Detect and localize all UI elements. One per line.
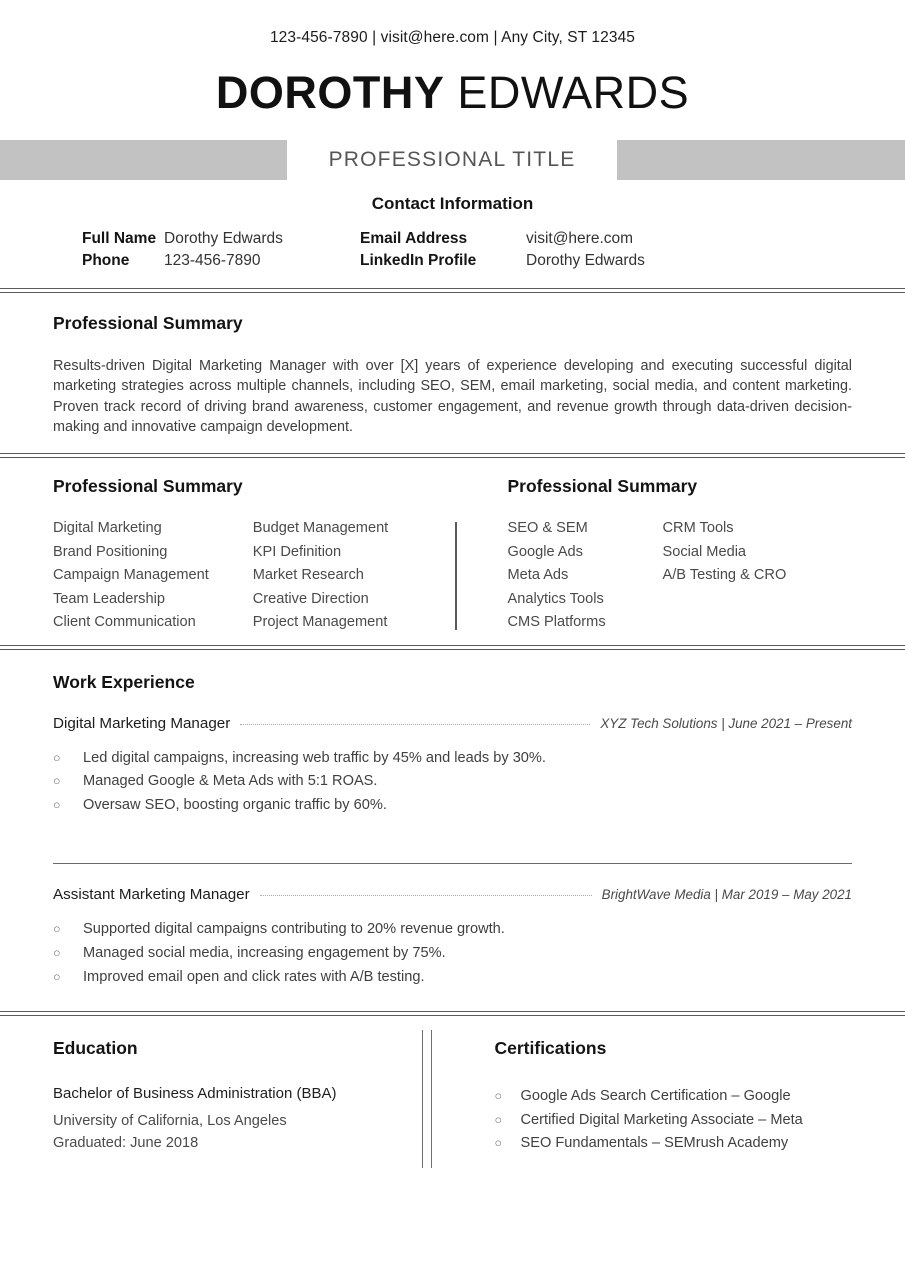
job-bullet-text: Improved email open and click rates with A/B testing. <box>83 968 425 985</box>
skill-item: Client Communication <box>53 614 196 631</box>
job-bullet <box>53 794 852 818</box>
circle-bullet-icon: ○ <box>494 1112 503 1127</box>
dotted-leader <box>260 895 592 896</box>
job-header <box>53 715 852 732</box>
skills-section <box>0 458 905 645</box>
education-vertical-divider <box>422 1030 432 1168</box>
certification-text: Google Ads Search Certification – Google <box>520 1088 791 1105</box>
certification-item <box>495 1109 905 1133</box>
job-entry <box>53 886 852 989</box>
education-school: University of California, Los Angeles <box>53 1113 287 1130</box>
skill-item: Project Management <box>252 614 388 631</box>
last-name: EDWARDS <box>444 67 690 118</box>
certification-text: Certified Digital Marketing Associate – Meta <box>520 1111 803 1128</box>
skills-panel-left <box>0 476 453 635</box>
certifications-column <box>453 1038 905 1156</box>
skills-right-columns <box>508 517 905 635</box>
circle-bullet-icon: ○ <box>53 969 61 984</box>
skills-right-column-a <box>508 517 663 635</box>
skill-item: Google Ads <box>507 543 583 560</box>
work-experience-section <box>0 650 905 864</box>
job-bullet-text: Oversaw SEO, boosting organic traffic by 60%. <box>83 796 387 813</box>
contact-value-phone: 123-456-7890 <box>164 252 261 269</box>
band-left-fill <box>0 140 287 180</box>
contact-label-email-address: Email Address <box>360 230 468 247</box>
spacer <box>53 817 852 843</box>
job-bullet-text: Led digital campaigns, increasing web traffic by 45% and leads by 30%. <box>83 749 546 766</box>
job-title: Assistant Marketing Manager <box>53 886 250 904</box>
education-column <box>0 1038 453 1156</box>
contact-information-grid <box>82 230 905 270</box>
job-title: Digital Marketing Manager <box>53 714 231 732</box>
circle-bullet-icon: ○ <box>53 750 61 765</box>
job-bullet <box>53 942 852 966</box>
contact-value-email-address: visit@here.com <box>526 230 634 247</box>
job-bullet-text: Managed social media, increasing engagement by 75%. <box>83 945 446 962</box>
skill-item: Budget Management <box>252 520 389 537</box>
certification-item <box>495 1132 905 1156</box>
contact-label-linkedin-profile: LinkedIn Profile <box>360 252 477 269</box>
job-bullet-text: Supported digital campaigns contributing to 20% revenue growth. <box>83 921 505 938</box>
skill-item: Analytics Tools <box>507 590 604 607</box>
contact-label-full-name: Full Name <box>82 230 157 247</box>
dotted-leader <box>240 724 590 725</box>
contact-information-heading: Contact Information <box>371 194 534 213</box>
professional-title-text: PROFESSIONAL TITLE <box>328 148 576 171</box>
skill-item: Digital Marketing <box>53 520 162 537</box>
skill-item: CMS Platforms <box>507 614 606 631</box>
circle-bullet-icon: ○ <box>53 946 61 961</box>
education-title: Education <box>53 1038 138 1059</box>
candidate-name <box>0 67 905 118</box>
job-bullet <box>53 966 852 990</box>
skill-item: Campaign Management <box>53 567 209 584</box>
skill-item: Social Media <box>662 543 747 560</box>
skills-panel-right <box>453 476 905 635</box>
certification-item <box>495 1085 905 1109</box>
skill-item: Brand Positioning <box>53 543 168 560</box>
circle-bullet-icon: ○ <box>494 1089 503 1104</box>
job-header <box>53 886 852 903</box>
job-bullet <box>53 747 852 771</box>
band-center <box>287 140 617 180</box>
job-meta: XYZ Tech Solutions | June 2021 – Present <box>600 715 852 731</box>
skills-right-title: Professional Summary <box>507 476 698 497</box>
contact-value-full-name: Dorothy Edwards <box>164 230 283 247</box>
job-bullets <box>53 747 852 818</box>
professional-summary-title: Professional Summary <box>53 313 243 333</box>
skills-left-title: Professional Summary <box>53 476 243 497</box>
band-right-fill <box>617 140 905 180</box>
circle-bullet-icon: ○ <box>53 774 61 789</box>
skill-item: Meta Ads <box>507 567 569 584</box>
skill-item: KPI Definition <box>252 543 342 560</box>
skill-item: CRM Tools <box>662 520 734 537</box>
first-name: DOROTHY <box>215 67 445 118</box>
skills-vertical-divider <box>455 522 457 630</box>
header-contact-line: 123-456-7890 | visit@here.com | Any City, ST 12345 <box>269 29 636 46</box>
professional-title-band <box>0 140 905 180</box>
job-meta: BrightWave Media | Mar 2019 – May 2021 <box>601 887 852 903</box>
job-bullet <box>53 770 852 794</box>
skills-left-column-b <box>253 517 453 635</box>
skill-item: Team Leadership <box>53 590 165 607</box>
skills-left-columns <box>53 517 453 635</box>
education-certifications-section <box>0 1016 905 1156</box>
circle-bullet-icon: ○ <box>53 797 61 812</box>
certifications-title: Certifications <box>494 1038 607 1059</box>
skill-item: SEO & SEM <box>507 520 588 537</box>
contact-information-section <box>0 180 905 288</box>
skill-item: Creative Direction <box>252 590 369 607</box>
job-bullet <box>53 918 852 942</box>
education-graduation-date: Graduated: June 2018 <box>53 1135 199 1152</box>
job-bullet-text: Managed Google & Meta Ads with 5:1 ROAS. <box>83 773 378 790</box>
contact-label-phone: Phone <box>82 252 130 269</box>
professional-summary-section <box>0 293 905 453</box>
spacer <box>53 864 852 886</box>
certification-text: SEO Fundamentals – SEMrush Academy <box>520 1135 789 1152</box>
skills-left-column-a <box>53 517 253 635</box>
work-experience-section-continued <box>0 864 905 1011</box>
contact-value-linkedin-profile: Dorothy Edwards <box>526 252 645 269</box>
circle-bullet-icon: ○ <box>494 1136 503 1151</box>
circle-bullet-icon: ○ <box>53 922 61 937</box>
job-entry <box>53 715 852 818</box>
education-degree: Bachelor of Business Administration (BBA) <box>53 1085 337 1103</box>
skill-item: Market Research <box>252 567 364 584</box>
work-experience-title: Work Experience <box>53 671 195 692</box>
spacer <box>53 989 852 1011</box>
skill-item: A/B Testing & CRO <box>662 567 787 584</box>
professional-summary-body: Results-driven Digital Marketing Manager with over [X] years of experience developing and executing successful digital marketing strategies across multiple channels, including SEO, SEM, email marketing, social media, and content marketing. Proven track record of driving brand awareness, customer engagement, and revenue growth through data-driven decision-making and innovative campaign development. <box>53 358 852 435</box>
skills-right-column-b <box>663 517 863 635</box>
job-bullets <box>53 918 852 989</box>
